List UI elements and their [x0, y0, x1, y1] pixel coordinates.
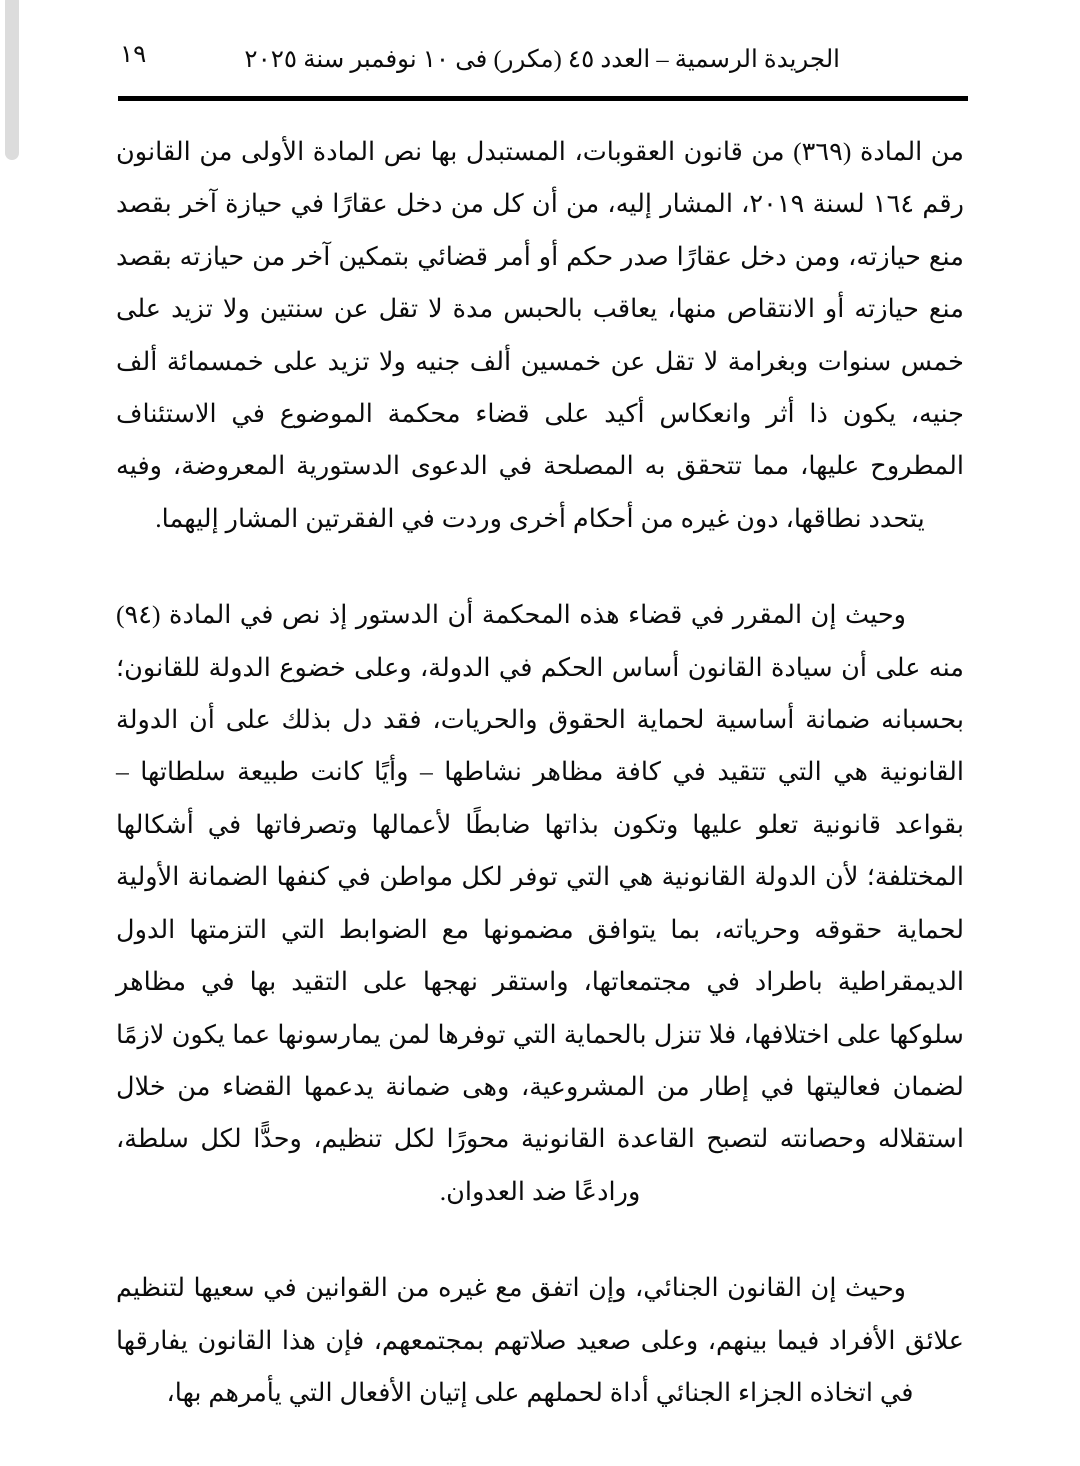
paragraph-1: من المادة (٣٦٩) من قانون العقوبات، المستبدل بها نص المادة الأولى من القانون رقم ١٦٤ لسنة ٢٠١٩، المشار إليه، من أن كل من دخل عقارًا في حيازة آخر بقصد منع حيازته، ومن دخل عقارًا صدر حكم أو أمر قضائي بتمكين آخر من حيازته بقصد منع حيازته أو الانتقاص منها، يعاقب بالحبس مدة لا تقل عن سنتين ولا تزيد على خمس سنوات وبغرامة لا تقل عن خمسين ألف جنيه ولا تزيد على خمسمائة ألف جنيه، يكون ذا أثر وانعكاس أكيد على قضاء محكمة الموضوع في الاستئناف المطروح عليها، مما تتحقق به المصلحة في الدعوى الدستورية المعروضة، وفيه يتحدد نطاقها، دون غيره من أحكام أخرى وردت في الفقرتين المشار إليهما.	[116, 137, 965, 533]
paragraph-3: وحيث إن القانون الجنائي، وإن اتفق مع غيره من القوانين في سعيها لتنظيم علائق الأفراد فيما بينهم، وعلى صعيد صلاتهم بمجتمعهم، فإن هذا القانون يفارقها في اتخاذه الجزاء الجنائي أداة لحملهم على إتيان الأفعال التي يأمرهم بها،	[116, 1273, 964, 1407]
page-header	[112, 38, 968, 82]
gazette-header-title: الجريدة الرسمية – العدد ٤٥ (مكرر) فى ١٠ نوفمبر سنة ٢٠٢٥	[244, 46, 840, 74]
header-divider-rule	[118, 96, 968, 101]
paragraph-2: وحيث إن المقرر في قضاء هذه المحكمة أن الدستور إذ نص في المادة (٩٤) منه على أن سيادة القانون أساس الحكم في الدولة، وعلى خضوع الدولة للقانون؛ بحسبانه ضمانة أساسية لحماية الحقوق والحريات، فقد دل بذلك على أن الدولة القانونية هي التي تتقيد في كافة مظاهر نشاطها – وأيًا كانت طبيعة سلطاتها – بقواعد قانونية تعلو عليها وتكون بذاتها ضابطًا لأعمالها وتصرفاتها في أشكالها المختلفة؛ لأن الدولة القانونية هي التي توفر لكل مواطن في كنفها الضمانة الأولية لحماية حقوقه وحرياته، بما يتوافق مضمونها مع الضوابط التي التزمتها الدول الديمقراطية باطراد في مجتمعاتها، واستقر نهجها على التقيد بها في مظاهر سلوكها على اختلافها، فلا تنزل بالحماية التي توفرها لمن يمارسونها عما يكون لازمًا لضمان فعاليتها في إطار من المشروعية، وهى ضمانة يدعمها القضاء من خلال استقلاله وحصانته لتصبح القاعدة القانونية محورًا لكل تنظيم، وحدًّا لكل سلطة، ورادعًا ضد العدوان.	[116, 600, 964, 1206]
document-body	[116, 126, 964, 1419]
page-number: ١٩	[120, 41, 147, 68]
